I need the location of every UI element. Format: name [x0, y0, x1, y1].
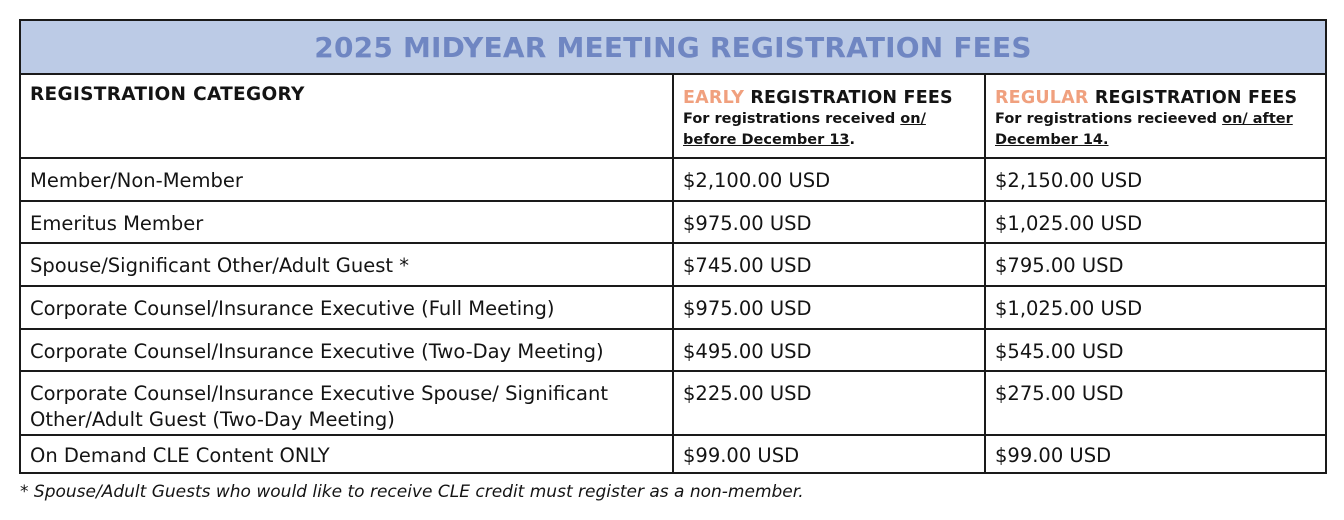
regular-fee-cell: $2,150.00 USD — [985, 158, 1326, 201]
regular-fee-cell: $1,025.00 USD — [985, 201, 1326, 243]
regular-fee-cell: $545.00 USD — [985, 329, 1326, 371]
category-cell: Corporate Counsel/Insurance Executive (Full Meeting) — [20, 286, 673, 329]
title-row — [20, 20, 1326, 74]
category-cell: On Demand CLE Content ONLY — [20, 435, 673, 473]
early-accent-word: EARLY — [683, 88, 745, 108]
early-note-suffix: . — [849, 132, 856, 148]
regular-fee-cell: $795.00 USD — [985, 243, 1326, 286]
regular-fee-cell: $99.00 USD — [985, 435, 1326, 473]
table-row — [20, 371, 1326, 435]
table-row — [20, 243, 1326, 286]
category-cell: Spouse/Significant Other/Adult Guest * — [20, 243, 673, 286]
header-row — [20, 74, 1326, 158]
early-fee-cell: $495.00 USD — [673, 329, 985, 371]
early-fee-cell: $975.00 USD — [673, 201, 985, 243]
category-cell: Emeritus Member — [20, 201, 673, 243]
regular-note-deadline: on/ after December 14. — [995, 111, 1293, 148]
regular-fee-cell: $1,025.00 USD — [985, 286, 1326, 329]
early-fees-column-header — [673, 74, 985, 158]
footnote: * Spouse/Adult Guests who would like to receive CLE credit must register as a non-member. — [20, 482, 804, 502]
early-fee-cell: $975.00 USD — [673, 286, 985, 329]
early-fee-cell: $225.00 USD — [673, 371, 985, 435]
category-column-header: REGISTRATION CATEGORY — [20, 74, 673, 158]
table-row — [20, 201, 1326, 243]
regular-fees-heading — [995, 88, 1316, 108]
regular-accent-word: REGULAR — [995, 88, 1089, 108]
early-fee-cell: $99.00 USD — [673, 435, 985, 473]
table-row — [20, 286, 1326, 329]
early-fees-note — [683, 109, 975, 151]
early-note-prefix: For registrations received — [683, 111, 901, 127]
table-row — [20, 435, 1326, 473]
early-note-deadline: on/ before December 13 — [683, 111, 926, 148]
category-cell: Corporate Counsel/Insurance Executive Spouse/ Significant Other/Adult Guest (Two-Day Meeting) — [20, 371, 673, 435]
regular-fee-cell: $275.00 USD — [985, 371, 1326, 435]
category-cell: Member/Non-Member — [20, 158, 673, 201]
regular-note-prefix: For registrations recieeved — [995, 111, 1223, 127]
regular-fees-note — [995, 109, 1316, 151]
regular-heading-rest: REGISTRATION FEES — [1088, 88, 1298, 108]
table-row — [20, 158, 1326, 201]
registration-fees-table — [19, 19, 1327, 474]
table-title: 2025 MIDYEAR MEETING REGISTRATION FEES — [20, 20, 1326, 74]
category-cell: Corporate Counsel/Insurance Executive (Two-Day Meeting) — [20, 329, 673, 371]
early-fee-cell: $2,100.00 USD — [673, 158, 985, 201]
regular-fees-column-header — [985, 74, 1326, 158]
early-heading-rest: REGISTRATION FEES — [744, 88, 953, 108]
table-row — [20, 329, 1326, 371]
early-fee-cell: $745.00 USD — [673, 243, 985, 286]
early-fees-heading — [683, 88, 975, 108]
